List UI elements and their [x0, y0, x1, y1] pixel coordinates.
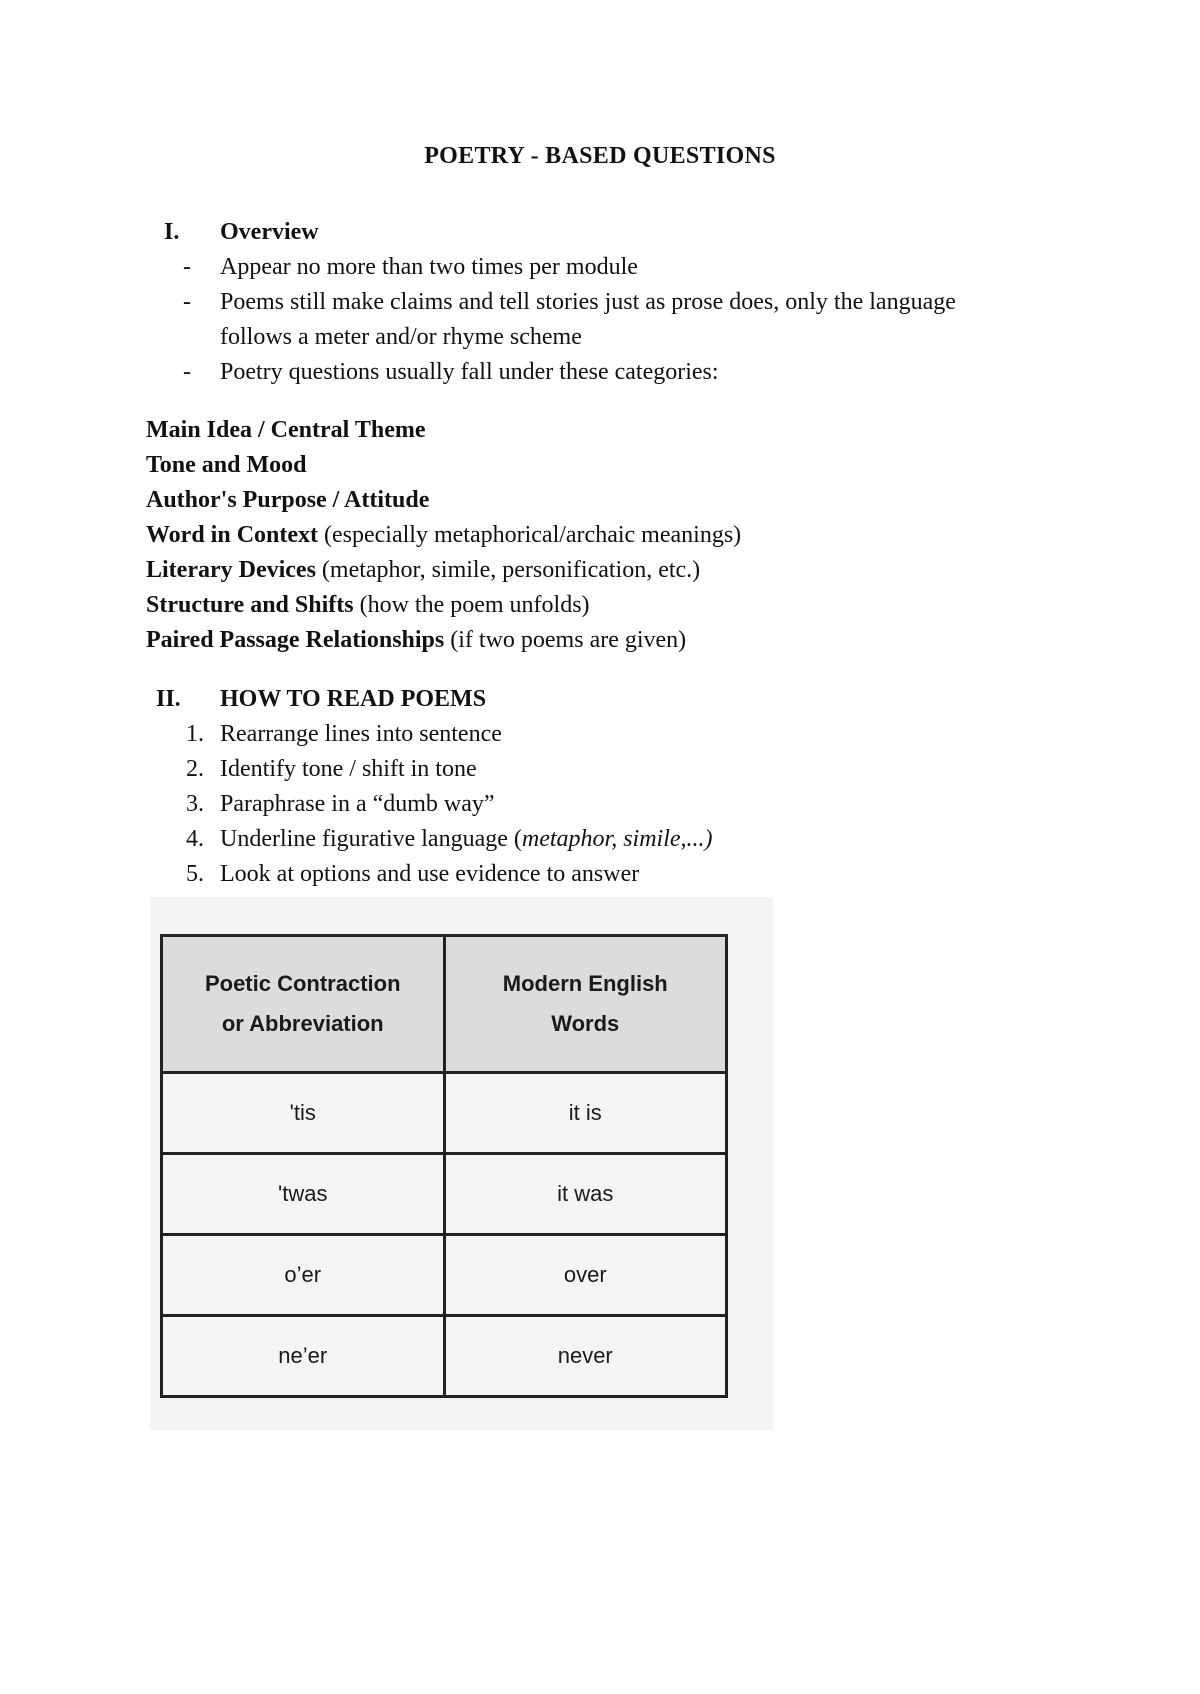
category-label: Author's Purpose / Attitude: [146, 487, 430, 513]
category-item: [146, 626, 686, 654]
bullet-text: Appear no more than two times per module: [220, 254, 638, 280]
bullet-text-continuation: follows a meter and/or rhyme scheme: [220, 324, 582, 350]
step-text: [220, 825, 713, 853]
category-item: [146, 451, 307, 479]
table-cell: over: [444, 1235, 727, 1316]
category-label: Literary Devices: [146, 557, 316, 583]
category-item: [146, 556, 700, 584]
header-line: or Abbreviation: [221, 1011, 384, 1036]
table-header-row: [162, 936, 727, 1073]
step-text: Paraphrase in a “dumb way”: [220, 791, 495, 817]
table-cell: never: [444, 1316, 727, 1397]
table-row: [162, 1154, 727, 1235]
category-note: (if two poems are given): [444, 627, 687, 653]
category-label: Tone and Mood: [146, 452, 307, 478]
table-cell: 'tis: [162, 1073, 445, 1154]
section-1-heading: Overview: [220, 219, 319, 245]
step-text: Identify tone / shift in tone: [220, 756, 477, 782]
bullet-text: Poems still make claims and tell stories just as prose does, only the language: [220, 289, 956, 315]
category-item: [146, 521, 741, 549]
table-row: [162, 1316, 727, 1397]
header-line: Modern English: [502, 971, 668, 996]
step-number: 3.: [186, 791, 204, 817]
page-title: POETRY - BASED QUESTIONS: [424, 143, 776, 169]
step-number: 1.: [186, 721, 204, 747]
category-label: Main Idea / Central Theme: [146, 417, 426, 443]
bullet-marker: -: [183, 359, 191, 385]
step-text: Rearrange lines into sentence: [220, 721, 502, 747]
category-item: [146, 591, 590, 619]
step-text: Look at options and use evidence to answer: [220, 861, 640, 887]
table-row: [162, 1073, 727, 1154]
step-number: 5.: [186, 861, 204, 887]
category-label: Paired Passage Relationships: [146, 627, 445, 653]
category-note: (metaphor, simile, personification, etc.): [315, 557, 701, 583]
step-text-plain: Underline figurative language (: [220, 826, 522, 852]
section-1-numeral: I.: [164, 219, 180, 245]
table-cell: it was: [444, 1154, 727, 1235]
category-note: (especially metaphorical/archaic meanings): [318, 522, 742, 548]
category-item: [146, 416, 426, 444]
category-note: (how the poem unfolds): [353, 592, 590, 618]
section-2-numeral: II.: [156, 686, 181, 712]
section-2-heading: HOW TO READ POEMS: [220, 686, 487, 712]
category-item: [146, 486, 429, 514]
table-cell: ne’er: [162, 1316, 445, 1397]
bullet-marker: -: [183, 289, 191, 315]
category-label: Structure and Shifts: [146, 592, 354, 618]
table-cell: 'twas: [162, 1154, 445, 1235]
contractions-table-panel: [150, 897, 773, 1430]
bullet-text: Poetry questions usually fall under these categories:: [220, 359, 719, 385]
step-number: 4.: [186, 826, 204, 852]
header-line: Poetic Contraction: [204, 971, 401, 996]
header-poetic-contraction: [162, 936, 445, 1073]
header-line: Words: [551, 1011, 620, 1036]
step-number: 2.: [186, 756, 204, 782]
header-modern-english: [444, 936, 727, 1073]
contractions-table: [160, 934, 728, 1398]
bullet-marker: -: [183, 254, 191, 280]
table-cell: it is: [444, 1073, 727, 1154]
table-cell: o’er: [162, 1235, 445, 1316]
step-text-italic: metaphor, simile,...): [521, 826, 713, 852]
category-label: Word in Context: [146, 522, 319, 548]
table-row: [162, 1235, 727, 1316]
